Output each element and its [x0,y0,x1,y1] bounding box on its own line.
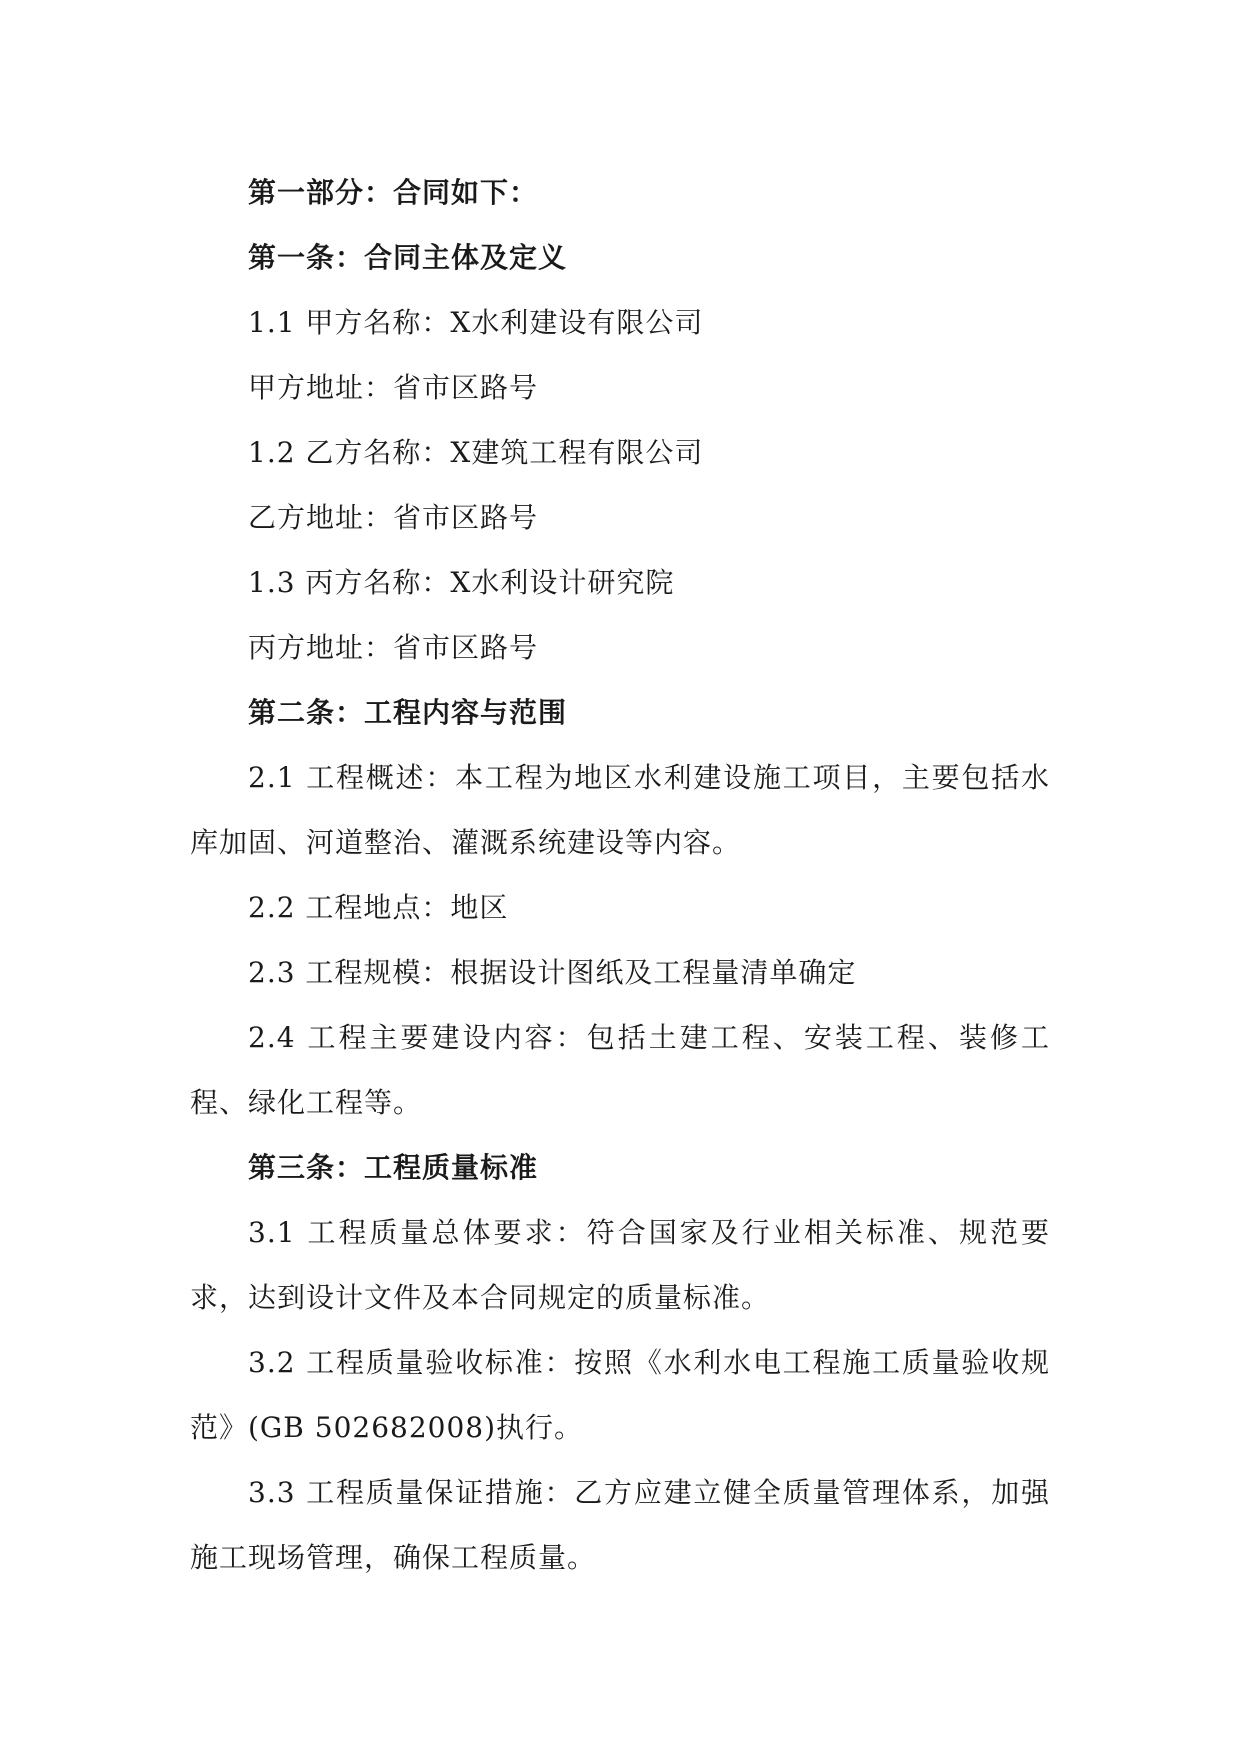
clause-1-1: 1.1 甲方名称：X水利建设有限公司 [248,306,704,339]
clause-2-3: 2.3 工程规模：根据设计图纸及工程量清单确定 [248,956,857,989]
article-2-title: 第二条：工程内容与范围 [248,696,568,729]
clause-1-1-address: 甲方地址：省市区路号 [248,371,539,404]
document-body [190,160,1050,1590]
clause-1-3-address: 丙方地址：省市区路号 [248,631,539,664]
clause-3-3: 3.3 工程质量保证措施：乙方应建立健全质量管理体系，加强施工现场管理，确保工程质量。 [190,1476,1050,1574]
part-title: 第一部分：合同如下： [248,176,539,209]
clause-2-1: 2.1 工程概述：本工程为地区水利建设施工项目，主要包括水库加固、河道整治、灌溉系统建设等内容。 [190,761,1050,859]
clause-2-4: 2.4 工程主要建设内容：包括土建工程、安装工程、装修工程、绿化工程等。 [190,1021,1050,1119]
clause-1-2: 1.2 乙方名称：X建筑工程有限公司 [248,436,704,469]
clause-1-2-address: 乙方地址：省市区路号 [248,501,539,534]
clause-2-2: 2.2 工程地点：地区 [248,891,509,924]
article-3-title: 第三条：工程质量标准 [248,1151,539,1184]
clause-3-2: 3.2 工程质量验收标准：按照《水利水电工程施工质量验收规范》(GB 502682008)执行。 [190,1346,1050,1444]
article-1-title: 第一条：合同主体及定义 [248,241,568,274]
clause-1-3: 1.3 丙方名称：X水利设计研究院 [248,566,675,599]
clause-3-1: 3.1 工程质量总体要求：符合国家及行业相关标准、规范要求，达到设计文件及本合同规定的质量标准。 [190,1216,1050,1314]
